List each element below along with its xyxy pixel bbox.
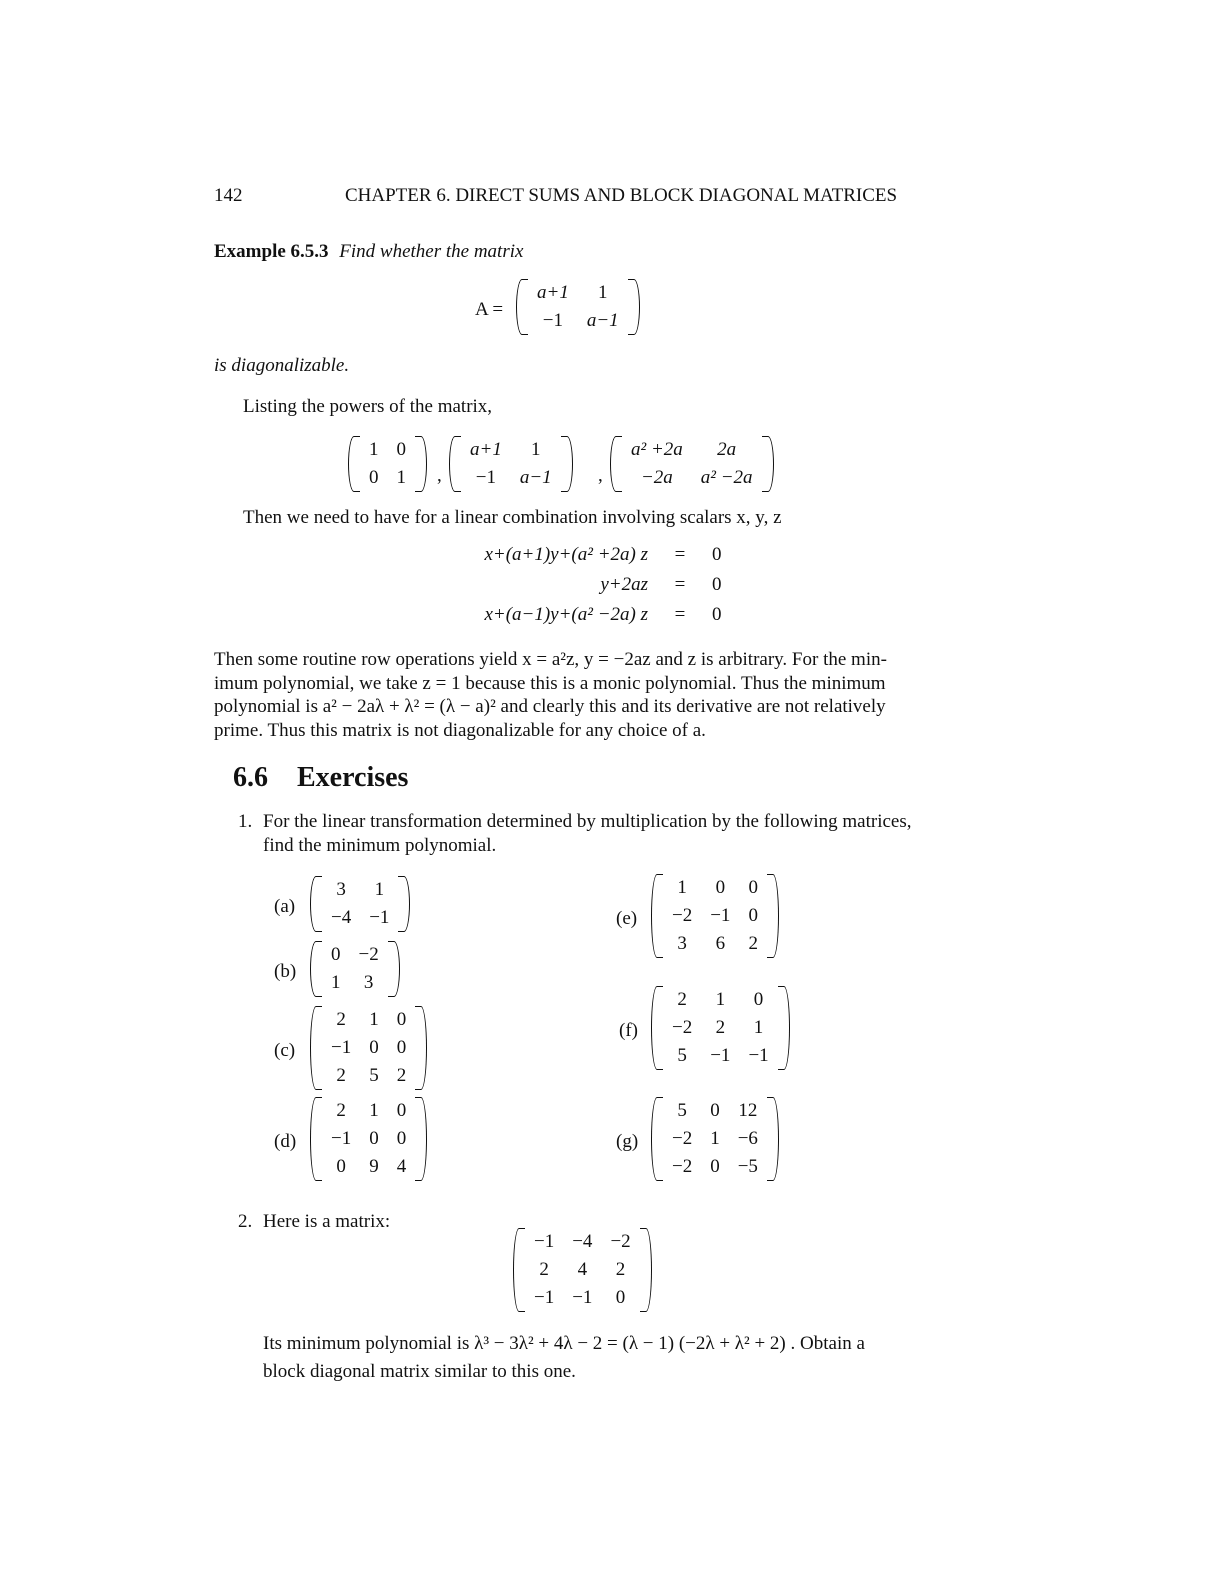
matrix-cell: 0 [336,1156,346,1177]
power-matrix-1 [449,436,573,492]
matrix-cell: −1 [331,1037,352,1058]
right-paren [767,1097,779,1181]
right-paren [640,1228,652,1312]
matrix-cell: 1 [396,467,406,488]
matrix-row [322,1034,415,1062]
matrix-cell: 1 [369,1100,379,1121]
matrix-cell: 0 [396,439,406,460]
left-paren [516,279,528,335]
item-label: (a) [274,896,296,917]
matrix-row [322,904,398,932]
item-label: (d) [274,1131,297,1152]
matrix-entries [663,1097,767,1181]
matrix-cell: 5 [369,1065,379,1086]
matrix-cell: 2a [717,439,737,460]
example-label: Example 6.5.3 [214,241,329,262]
matrix-entries [322,1097,415,1181]
matrix-cell: 2 [539,1259,549,1280]
matrix-cell: a² +2a [631,439,683,460]
right-paren [415,436,427,492]
right-paren [398,876,410,932]
example-statement-end: is diagonalizable. [214,355,350,376]
matrix-row [461,436,561,464]
matrix-entries [528,279,628,335]
right-paren [561,436,573,492]
equation-lhs: x+(a−1)y+(a² −2a) z [484,604,648,625]
matrix-row [322,1062,415,1090]
matrix-cell: 1 [710,1128,720,1149]
left-paren [310,1097,322,1181]
matrix-cell: 1 [369,1009,379,1030]
comma-separator: , [437,465,442,486]
section-number: 6.6 [233,762,268,793]
matrix-cell: −1 [331,1128,352,1149]
matrix-row [622,464,762,492]
example-heading [214,240,523,264]
exercise-matrix-e [651,874,779,958]
right-paren [767,874,779,958]
item-label: (f) [619,1020,638,1041]
matrix-cell: 0 [396,1100,407,1121]
matrix-entries [663,874,767,958]
exercise-matrix-d [310,1097,427,1181]
matrix-cell: a+1 [537,282,569,303]
page-number: 142 [214,185,243,206]
matrix-entries [322,941,388,997]
matrix-cell: 0 [396,1009,407,1030]
left-paren [651,1097,663,1181]
matrix-cell: 4 [396,1156,407,1177]
exercise-matrix-c [310,1006,427,1090]
equation-rhs: 0 [712,604,722,625]
matrix-row [663,1014,778,1042]
matrix-cell: −2 [358,944,379,965]
matrix-cell: −1 [369,907,390,928]
matrix-row [663,1097,767,1125]
conclusion-line: imum polynomial, we take z = 1 because this is a monic polynomial. Thus the minimum [214,673,886,694]
matrix-row [622,436,762,464]
exercise2-matrix [513,1228,652,1312]
matrix-cell: 1 [677,877,687,898]
matrix-cell: −2 [672,1128,693,1149]
matrix-cell: 0 [331,944,341,965]
left-paren [310,941,322,997]
matrix-entries [322,1006,415,1090]
exercise2-text-line: Its minimum polynomial is λ³ − 3λ² + 4λ − 2 = (λ − 1) (−2λ + λ² + 2) . Obtain a [263,1333,865,1354]
matrix-cell: 2 [336,1100,346,1121]
matrix-cell: −2 [672,1017,693,1038]
matrix-cell: −1 [710,905,731,926]
matrix-cell: 1 [753,1017,764,1038]
left-paren [310,876,322,932]
equation-row [428,570,728,600]
matrix-cell: 0 [369,1037,379,1058]
equation-sign: = [674,544,686,565]
combination-text: Then we need to have for a linear combination involving scalars x, y, z [243,507,782,528]
exercise-number: 1. [238,811,253,832]
matrix-cell: 9 [369,1156,379,1177]
matrix-name: A = [475,299,504,320]
matrix-cell: −1 [542,310,564,331]
matrix-row [322,1006,415,1034]
matrix-row [322,1125,415,1153]
matrix-row [461,464,561,492]
matrix-cell: a+1 [470,439,502,460]
item-label: (b) [274,961,297,982]
matrix-cell: 0 [710,1156,720,1177]
matrix-cell: 12 [738,1100,758,1121]
equation-sign: = [674,574,686,595]
matrix-entries [360,436,415,492]
left-paren [310,1006,322,1090]
equation-row [428,540,728,570]
matrix-entries [663,986,778,1070]
matrix-cell: 2 [715,1017,726,1038]
conclusion-line: Then some routine row operations yield x = a²z, y = −2az and z is arbitrary. For the min- [214,649,887,670]
matrix-cell: 2 [748,933,758,954]
exercise-matrix-f [651,986,790,1070]
matrix-entries [322,876,398,932]
power-matrix-2 [610,436,774,492]
left-paren [513,1228,525,1312]
matrix-row [525,1228,640,1256]
exercise2-text-line: block diagonal matrix similar to this one. [263,1361,576,1382]
power-matrix-0 [348,436,427,492]
matrix-cell: 1 [597,282,608,303]
matrix-cell: 6 [715,933,726,954]
item-label: (c) [274,1040,296,1061]
exercise-matrix-b [310,941,400,997]
matrix-cell: 2 [396,1065,407,1086]
matrix-cell: a² −2a [700,467,753,488]
equation-lhs: x+(a+1)y+(a² +2a) z [484,544,648,565]
matrix-cell: 0 [748,877,758,898]
matrix-cell: −1 [710,1045,731,1066]
matrix-entries [525,1228,640,1312]
matrix-cell: 5 [677,1045,687,1066]
equation-system [428,540,728,630]
matrix-row [663,930,767,958]
matrix-cell: 2 [677,989,687,1010]
matrix-cell: 2 [336,1009,346,1030]
right-paren [415,1006,427,1090]
matrix-row [360,464,415,492]
matrix-cell: −4 [331,907,352,928]
matrix-cell: 1 [331,972,341,993]
right-paren [388,941,400,997]
matrix-cell: 2 [336,1065,346,1086]
matrix-cell: 0 [753,989,764,1010]
example-statement: Find whether the matrix [339,241,524,262]
matrix-row [528,307,628,335]
matrix-cell: −2 [610,1231,631,1252]
left-paren [651,986,663,1070]
matrix-cell: −5 [737,1156,758,1177]
matrix-cell: −4 [572,1231,593,1252]
matrix-cell: 0 [715,877,726,898]
matrix-row [322,1153,415,1181]
left-paren [610,436,622,492]
matrix-cell: −2 [672,905,693,926]
section-heading [233,762,409,793]
matrix-cell: 1 [369,439,379,460]
matrix-cell: −1 [475,467,497,488]
left-paren [348,436,360,492]
matrix-cell: 2 [615,1259,626,1280]
matrix-entries [461,436,561,492]
matrix-cell: 0 [396,1128,407,1149]
item-label: (g) [616,1131,639,1152]
right-paren [778,986,790,1070]
matrix-row [663,986,778,1014]
matrix-cell: 3 [363,972,374,993]
matrix-cell: 0 [615,1287,626,1308]
exercise-intro: Here is a matrix: [263,1211,391,1232]
comma-separator: , [598,465,603,486]
matrix-row [528,279,628,307]
right-paren [628,279,640,335]
exercise-matrix-g [651,1097,779,1181]
exercise-text-line: find the minimum polynomial. [263,835,497,856]
matrix-row [525,1256,640,1284]
matrix-cell: 4 [577,1259,588,1280]
matrix-row [322,941,388,969]
matrix-cell: −2 [672,1156,693,1177]
exercise-number: 2. [238,1211,253,1232]
matrix-row [360,436,415,464]
matrix-row [663,902,767,930]
matrix-row [525,1284,640,1312]
matrix-cell: −6 [737,1128,758,1149]
matrix-cell: 5 [677,1100,687,1121]
matrix-row [322,969,388,997]
left-paren [449,436,461,492]
matrix-row [663,1153,767,1181]
matrix-row [663,874,767,902]
listing-text: Listing the powers of the matrix, [243,396,493,417]
left-paren [651,874,663,958]
matrix-cell: 3 [677,933,687,954]
matrix-cell: 0 [710,1100,720,1121]
matrix-cell: −1 [534,1231,555,1252]
section-title: Exercises [297,762,409,793]
exercise-matrix-a [310,876,410,932]
matrix-cell: −2a [640,467,673,488]
matrix-cell: 0 [369,467,379,488]
matrix-row [322,876,398,904]
matrix-cell: −1 [572,1287,593,1308]
matrix-cell: 1 [715,989,726,1010]
matrix-cell: −1 [534,1287,555,1308]
matrix-row [663,1125,767,1153]
matrix-cell: 3 [336,879,346,900]
matrix-a [516,279,640,335]
item-label: (e) [616,908,638,929]
matrix-row [322,1097,415,1125]
conclusion-line: prime. Thus this matrix is not diagonalizable for any choice of a. [214,720,706,741]
equation-rhs: 0 [712,574,722,595]
equation-sign: = [674,604,686,625]
matrix-cell: −1 [748,1045,769,1066]
conclusion-line: polynomial is a² − 2aλ + λ² = (λ − a)² and clearly this and its derivative are not relatively [214,696,886,717]
right-paren [415,1097,427,1181]
running-title: CHAPTER 6. DIRECT SUMS AND BLOCK DIAGONAL MATRICES [345,185,898,206]
matrix-cell: 1 [374,879,385,900]
right-paren [762,436,774,492]
matrix-cell: a−1 [586,310,619,331]
matrix-row [663,1042,778,1070]
matrix-cell: a−1 [519,467,552,488]
equation-rhs: 0 [712,544,722,565]
matrix-cell: 0 [369,1128,379,1149]
matrix-cell: 1 [530,439,541,460]
equation-row [428,600,728,630]
matrix-cell: 0 [396,1037,407,1058]
matrix-entries [622,436,762,492]
matrix-cell: 0 [748,905,758,926]
equation-lhs: y+2az [600,574,648,595]
exercise-text-line: For the linear transformation determined by multiplication by the following matrices, [263,811,912,832]
